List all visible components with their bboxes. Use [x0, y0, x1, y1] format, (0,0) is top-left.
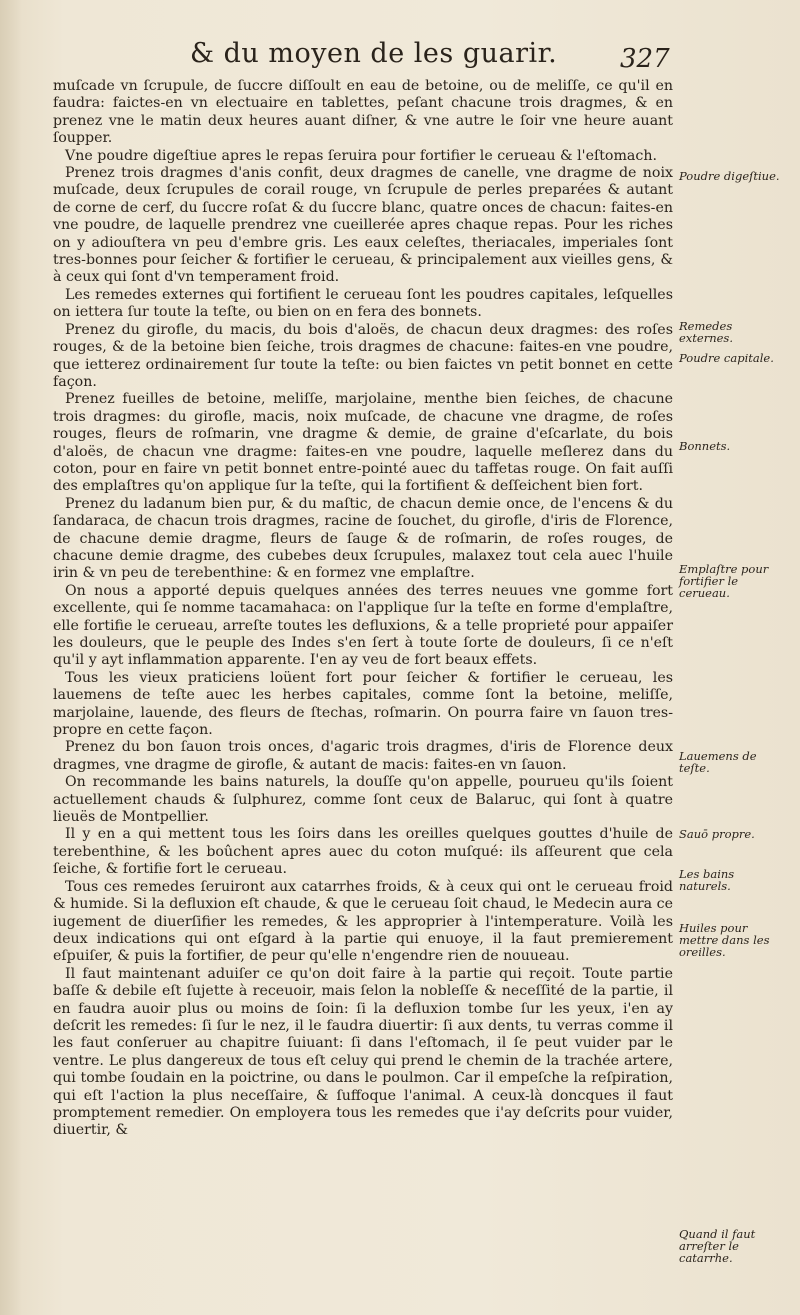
paragraph: On nous a apporté depuis quelques années des terres neuues vne gomme fort excellente, qui ſe nomme tacamahaca: on l'applique ſur la teſte en forme d'emplaſtre, elle fortifie le cerueau, arreſte toutes les defluxions, & a telle proprieté pour appaiſer les douleurs, que le peuple des Indes s'en ſert à toute ſorte de douleurs, ſi ce n'eſt qu'il y ayt inflammation apparente. I'en ay veu de fort beaux effets. [53, 582, 673, 669]
paragraph: Prenez du girofle, du macis, du bois d'aloës, de chacun deux dragmes: des roſes rouges, & de la betoine bien ſeiche, trois dragmes de chacune: faites-en vne poudre, que ietterez ordinairement ſur toute la teſte: ou bien faictes vn petit bonnet en cette façon. [53, 321, 673, 390]
margin-note: Lauemens de teſte. [679, 749, 757, 775]
margin-note: Remedes externes. [679, 319, 733, 345]
paragraph: Tous ces remedes ſeruiront aux catarrhes froids, & à ceux qui ont le cerueau froid & humide. Si la defluxion eſt chaude, & que le cerueau ſoit chaud, le Medecin aura ce iugement de diuerſifier les remedes, & les approprier à l'intemperature. Voilà les deux indications qui ont eſgard à la partie qui enuoye, il la faut premierement eſpuiſer, & puis la fortifier, de peur qu'elle n'engendre rien de nouueau. [53, 878, 673, 965]
paragraph: Il faut maintenant aduiſer ce qu'on doit faire à la partie qui reçoit. Toute partie baſſe & debile eſt ſujette à receuoir, mais ſelon la nobleſſe & neceſſité de la partie, il en faudra auoir plus ou moins de ſoin: ſi la defluxion tombe ſur les yeux, i'en ay deſcrit les remedes: ſi ſur le nez, il le faudra diuertir: ſi aux dents, tu verras comme il les faut conſeruer au chapitre ſuiuant: ſi dans l'eſtomach, il ſe peut vuider par le ventre. Le plus dangereux de tous eſt celuy qui prend le chemin de la trachée artere, qui tombe ſoudain en la poictrine, ou dans le poulmon. Car il empeſche la reſpiration, qui eſt l'action la plus neceſſaire, & ſuffoque l'animal. A ceux-là doncques il faut promptement remedier. On employera tous les remedes que i'ay deſcrits pour vuider, diuertir, & [53, 965, 673, 1139]
margin-note: Les bains naturels. [679, 867, 735, 893]
margin-note: Poudre digeſtiue. [679, 169, 780, 183]
margin-note: Emplaſtre pour fortifier le cerueau. [679, 562, 769, 600]
margin-note: Bonnets. [679, 439, 731, 453]
paragraph: Prenez trois dragmes d'anis confit, deux dragmes de canelle, vne dragme de noix muſcade, deux ſcrupules de corail rouge, vn ſcrupule de perles preparées & autant de corne de cerf, du ſuccre roſat & du ſuccre blanc, quatre onces de chacun: faites-en vne poudre, de laquelle prendrez vne cueillerée apres chaque repas. Pour les riches on y adiouſtera vn peu d'embre gris. Les eaux celeſtes, theriacales, imperiales ſont tres-bonnes pour ſeicher & fortifier le cerueau, & principalement aux vieilles gens, & à ceux qui ſont d'vn temperament froid. [53, 165, 673, 286]
paragraph: muſcade vn ſcrupule, de ſuccre diſſoult en eau de betoine, ou de meliſſe, ce qu'il en faudra: faictes-en vn electuaire en tablettes, peſant chacune trois dragmes, & en prenez vne le matin deux heures auant diſner, & vne autre le ſoir vne heure auant ſoupper. [53, 78, 673, 147]
running-title: & du moyen de les guarir. [190, 38, 558, 69]
paragraph: Il y en a qui mettent tous les ſoirs dans les oreilles quelques gouttes d'huile de terebenthine, & les boûchent apres auec du coton muſqué: ils aſſeurent que cela ſeiche, & fortifie fort le cerueau. [53, 826, 673, 878]
paragraph: Prenez du ladanum bien pur, & du maſtic, de chacun demie once, de l'encens & du ſandaraca, de chacun trois dragmes, racine de ſouchet, du girofle, d'iris de Florence, de chacune demie dragme, fleurs de ſauge & de roſmarin, de roſes rouges, de chacune demie dragme, des cubebes deux ſcrupules, malaxez tout cela auec l'huile irin & vn peu de terebenthine: & en formez vne emplaſtre. [53, 495, 673, 582]
paragraph: Prenez fueilles de betoine, meliſſe, marjolaine, menthe bien ſeiches, de chacune trois dragmes: du girofle, macis, noix muſcade, de chacune vne dragme, de roſes rouges, fleurs de roſmarin, vne dragme & demie, de graine d'eſcarlate, du bois d'aloës, de chacun vne dragme: faites-en vne poudre, laquelle meſlerez dans du coton, pour en faire vn petit bonnet entre-pointé auec du taffetas rouge. On fait auſſi des emplaſtres qu'on applique ſur la teſte, qui la fortifient & deſſeichent bien fort. [53, 391, 673, 495]
margin-note: Sauō propre. [679, 827, 755, 841]
margin-note: Huiles pour mettre dans les oreilles. [679, 921, 770, 959]
margin-note: Poudre capitale. [679, 351, 774, 365]
paragraph: Les remedes externes qui fortifient le cerueau ſont les poudres capitales, leſquelles on iettera ſur toute la teſte, ou bien on en fera des bonnets. [53, 286, 673, 321]
paragraph: Vne poudre digeſtiue apres le repas ſeruira pour fortifier le cerueau & l'eſtomach. [65, 147, 657, 164]
page-number: 327 [620, 44, 670, 74]
paragraph: Tous les vieux praticiens loüent fort pour ſeicher & fortifier le cerueau, les lauemens de teſte auec les herbes capitales, comme ſont la betoine, meliſſe, marjolaine, lauende, des fleurs de ſtechas, roſmarin. On pourra faire vn ſauon tres-propre en cette façon. [53, 669, 673, 739]
paragraph: On recommande les bains naturels, la douſſe qu'on appelle, pourueu qu'ils ſoient actuellement chauds & ſulphurez, comme ſont ceux de Balaruc, qui ſont à quatre lieuës de Montpellier. [53, 774, 673, 826]
paragraph: Prenez du bon ſauon trois onces, d'agaric trois dragmes, d'iris de Florence deux dragmes, vne dragme de girofle, & autant de macis: faites-en vn ſauon. [53, 739, 673, 773]
margin-note: Quand il faut arreſter le catarrhe. [679, 1227, 756, 1265]
